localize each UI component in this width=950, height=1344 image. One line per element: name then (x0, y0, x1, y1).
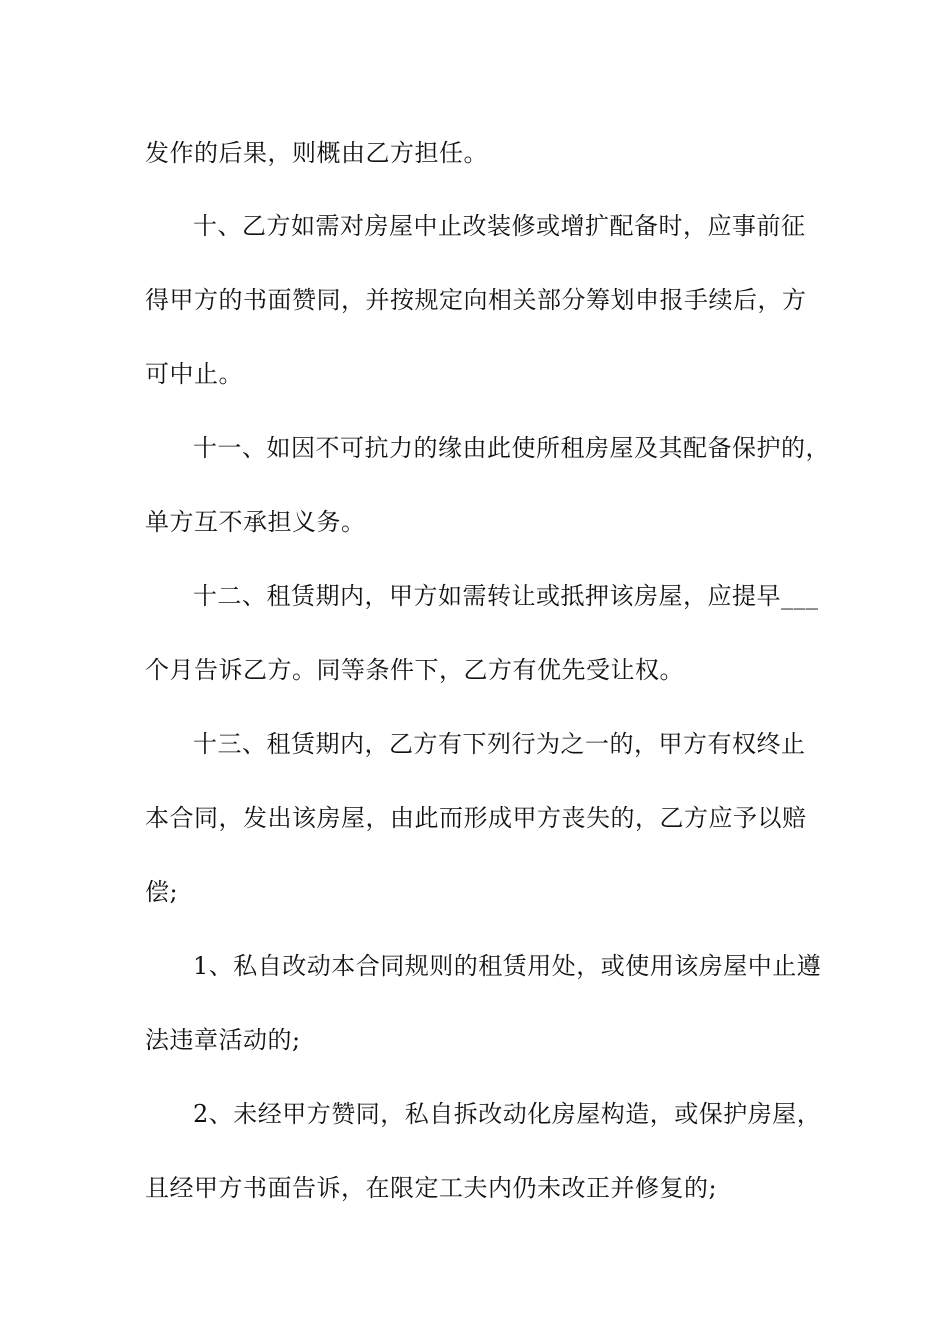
text-line: 十二、租赁期内，甲方如需转让或抵押该房屋，应提早___ (193, 582, 819, 610)
text-line: 本合同，发出该房屋，由此而形成甲方丧失的，乙方应予以赔 (145, 804, 807, 832)
text-line: 十、乙方如需对房屋中止改装修或增扩配备时，应事前征 (193, 212, 806, 240)
text-line: 偿; (145, 878, 179, 906)
text-line: 法违章活动的; (145, 1026, 301, 1054)
text-line: 可中止。 (145, 360, 243, 388)
text-line: 发作的后果，则概由乙方担任。 (145, 139, 488, 167)
text-line: 且经甲方书面告诉，在限定工夫内仍未改正并修复的; (145, 1174, 718, 1202)
text-line: 得甲方的书面赞同，并按规定向相关部分筹划申报手续后，方 (145, 286, 807, 314)
text-line: 个月告诉乙方。同等条件下，乙方有优先受让权。 (145, 656, 684, 684)
text-line: 2、未经甲方赞同，私自拆改动化房屋构造，或保护房屋， (193, 1100, 822, 1128)
text-line: 十三、租赁期内，乙方有下列行为之一的，甲方有权终止 (193, 730, 806, 758)
text-line: 十一、如因不可抗力的缘由此使所租房屋及其配备保护的， (193, 434, 830, 462)
text-line: 1、私自改动本合同规则的租赁用处，或使用该房屋中止遵 (193, 952, 822, 980)
text-line: 单方互不承担义务。 (145, 508, 366, 536)
